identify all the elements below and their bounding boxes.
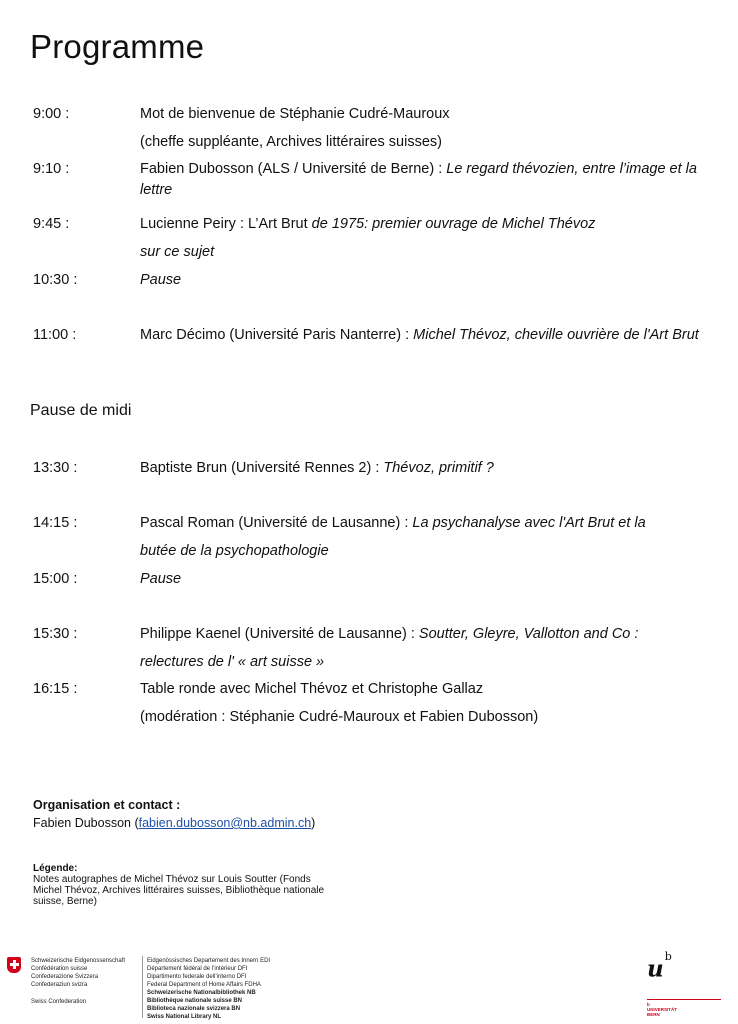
department-block <box>147 957 297 1021</box>
item-speaker: Philippe Kaenel (Université de Lausanne) : <box>140 626 419 642</box>
contact-name: Fabien Dubosson ( <box>33 816 139 830</box>
item-time: 9:45 : <box>33 216 70 232</box>
footer <box>0 950 738 1024</box>
university-bern-logo <box>645 950 725 1017</box>
item-talk-title: Michel Thévoz, cheville ouvrière de l'Art Brut <box>413 327 699 343</box>
item-talk-title-continued: sur ce sujet <box>140 244 215 260</box>
contact-close: ) <box>311 816 316 830</box>
item-talk-title-continued: butée de la psychopathologie <box>140 543 329 559</box>
organisation-contact <box>33 796 315 832</box>
item-time: 15:30 : <box>33 626 78 642</box>
legend <box>33 863 333 907</box>
item-description <box>140 513 710 562</box>
item-description <box>140 325 710 346</box>
confederation-line: Schweizerische Eidgenossenschaft <box>31 958 126 964</box>
legend-heading: Légende: <box>33 863 78 874</box>
unibe-name-line: UNIVERSITÄT <box>647 1007 678 1012</box>
library-line: Schweizerische Nationalbibliothek NB <box>147 990 256 996</box>
item-line: (modération : Stéphanie Cudré-Mauroux et Fabien Dubosson) <box>140 709 539 725</box>
confederation-line: Confederazione Svizzera <box>31 974 99 980</box>
item-description <box>140 214 710 263</box>
item-line: Table ronde avec Michel Thévoz et Christophe Gallaz <box>140 681 484 697</box>
item-pause: Pause <box>140 272 182 288</box>
item-speaker: Marc Décimo (Université Paris Nanterre) : <box>140 327 414 343</box>
item-description <box>140 270 710 291</box>
unibe-rule <box>647 999 721 1000</box>
item-description <box>140 624 710 673</box>
item-time: 10:30 : <box>33 272 78 288</box>
item-time: 14:15 : <box>33 515 78 531</box>
item-speaker: Fabien Dubosson (ALS / Université de Berne) : <box>140 161 447 177</box>
item-description <box>140 569 710 590</box>
item-talk-title: Thévoz, primitif ? <box>383 460 494 476</box>
page-title: Programme <box>30 28 205 65</box>
item-speaker: Baptiste Brun (Université Rennes 2) : <box>140 460 384 476</box>
unibe-mark-b: b <box>664 950 672 963</box>
unibe-name-line: b <box>647 1002 650 1007</box>
item-time: 15:00 : <box>33 571 78 587</box>
item-talk-title-continued: relectures de l' « art suisse » <box>140 654 325 670</box>
organisation-heading: Organisation et contact : <box>33 798 181 812</box>
department-line: Département fédéral de l’intérieur DFI <box>147 966 248 972</box>
unibe-mark <box>647 950 672 983</box>
swiss-confederation-label: Swiss Confederation <box>31 999 87 1005</box>
item-description <box>140 104 710 153</box>
item-description <box>140 679 710 728</box>
item-time: 9:00 : <box>33 106 70 122</box>
library-line: Swiss National Library NL <box>147 1014 222 1020</box>
item-time: 16:15 : <box>33 681 78 697</box>
item-time: 13:30 : <box>33 460 78 476</box>
midday-break-heading: Pause de midi <box>30 402 132 419</box>
item-line: Mot de bienvenue de Stéphanie Cudré-Mauroux <box>140 106 450 122</box>
item-time: 11:00 : <box>33 327 77 343</box>
confederation-line: Confederaziun svizra <box>31 982 88 988</box>
confederation-block <box>31 957 141 1006</box>
library-line: Biblioteca nazionale svizzera BN <box>147 1006 241 1012</box>
confederation-line: Confédération suisse <box>31 966 88 972</box>
unibe-name <box>647 1002 677 1017</box>
contact-line <box>33 814 315 832</box>
item-speaker: Lucienne Peiry : L’Art Brut <box>140 216 312 232</box>
item-speaker: Pascal Roman (Université de Lausanne) : <box>140 515 413 531</box>
item-talk-title: Le regard thévozien, entre l’image et la lettre <box>140 161 697 198</box>
item-line: (cheffe suppléante, Archives littéraires suisses) <box>140 134 442 150</box>
department-line: Federal Department of Home Affairs FDHA <box>147 982 261 988</box>
item-talk-title: de 1975: premier ouvrage de Michel Thévoz <box>311 216 596 232</box>
library-line: Bibliothèque nationale suisse BN <box>147 998 243 1004</box>
item-pause: Pause <box>140 571 182 587</box>
item-description <box>140 159 710 201</box>
item-talk-title: Soutter, Gleyre, Vallotton and Co : <box>418 626 639 642</box>
swiss-cross-icon <box>7 957 21 973</box>
item-time: 9:10 : <box>33 161 70 177</box>
legend-text: Notes autographes de Michel Thévoz sur Louis Soutter (Fonds Michel Thévoz, Archives littéraires suisses, Bibliothèque nationale suisse, Berne) <box>33 874 325 907</box>
unibe-mark-u: u <box>647 955 664 983</box>
department-line: Dipartimento federale dell’interno DFI <box>147 974 247 980</box>
item-description <box>140 458 710 479</box>
unibe-name-line: BERN <box>647 1012 660 1017</box>
department-line: Eidgenössisches Departement des Innern EDI <box>147 958 271 964</box>
item-talk-title: La psychanalyse avec l'Art Brut et la <box>412 515 646 531</box>
contact-email-link[interactable]: fabien.dubosson@nb.admin.ch <box>138 816 312 830</box>
footer-divider <box>142 956 143 1018</box>
